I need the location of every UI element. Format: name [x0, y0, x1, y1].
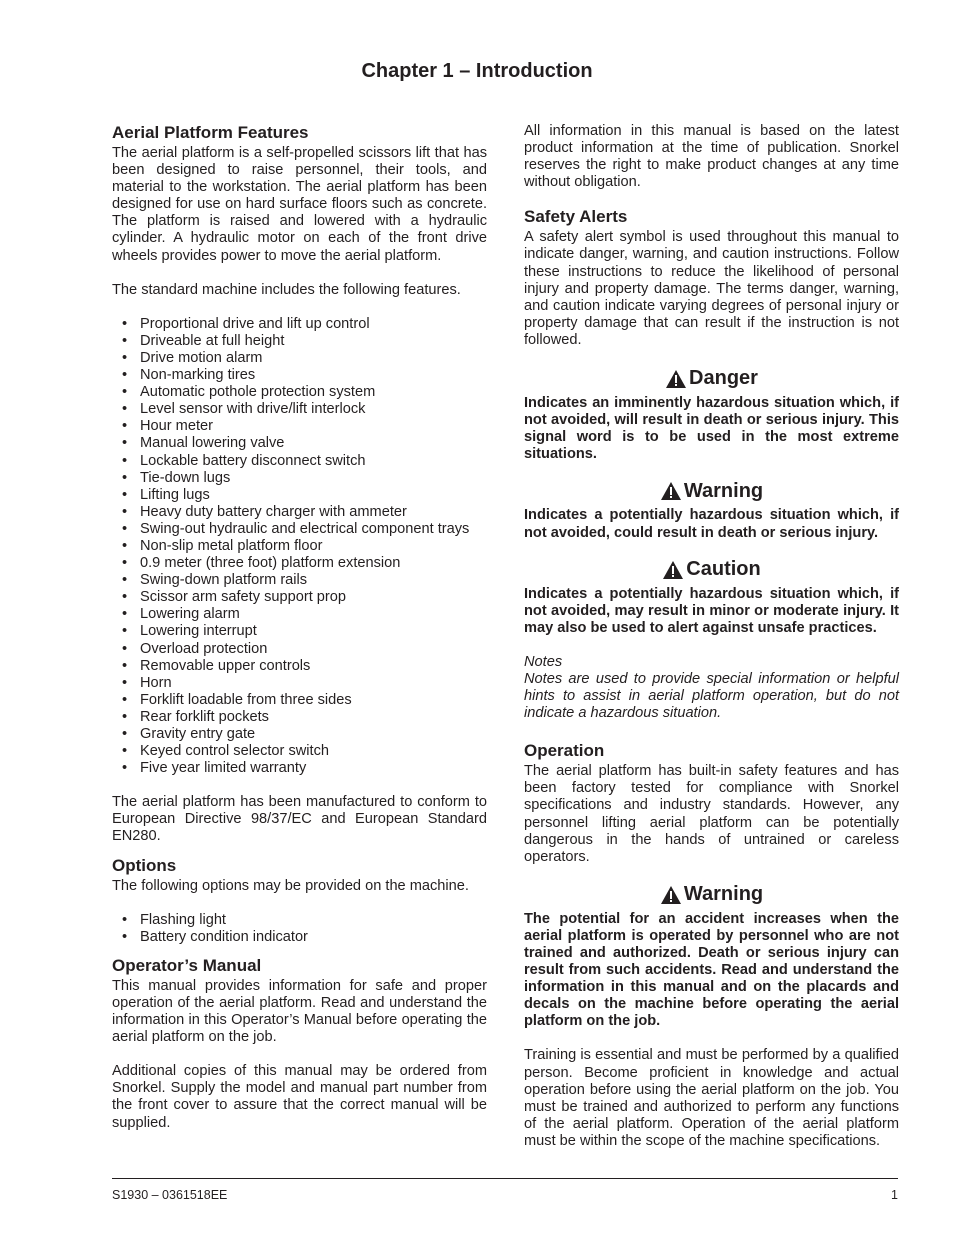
bullet-icon: • — [122, 674, 128, 691]
list-item — [122, 743, 487, 760]
list-item-text: Forklift loadable from three sides — [140, 691, 352, 708]
list-item-text: Non-slip metal platform floor — [140, 537, 323, 554]
bullet-icon: • — [122, 503, 128, 520]
list-item-text: Level sensor with drive/lift interlock — [140, 401, 366, 418]
right-column — [524, 123, 899, 1150]
list-item-text: Drive motion alarm — [140, 349, 263, 366]
list-item-text: Lowering alarm — [140, 606, 240, 623]
list-item — [122, 760, 487, 777]
features-heading: Aerial Platform Features — [112, 123, 309, 142]
list-item-text: Lifting lugs — [140, 486, 210, 503]
list-item-text: 0.9 meter (three foot) platform extension — [140, 555, 401, 572]
list-item — [122, 435, 487, 452]
footer-page-number: 1 — [891, 1188, 898, 1202]
danger-text: Indicates an imminently hazardous situation which, if not avoided, will result in death or serious injury. This signal word is to be used in the most extreme situations. — [524, 395, 899, 463]
features-paragraph-3: The aerial platform has been manufactured to conform to European Directive 98/37/EC and European Standard EN280. — [112, 794, 487, 845]
bullet-icon: • — [122, 623, 128, 640]
bullet-icon: • — [122, 911, 128, 928]
list-item — [122, 726, 487, 743]
list-item-text: Manual lowering valve — [140, 435, 285, 452]
bullet-icon: • — [122, 555, 128, 572]
list-item-text: Driveable at full height — [140, 332, 285, 349]
training-paragraph: Training is essential and must be performed by a qualified person. Become proficient in knowledge and actual operation before using the aerial platform on the job. You must be trained and authorized to perform any functions of the aerial platform. Operation of the aerial platform must be within the scope of the machine specifications. — [524, 1047, 899, 1149]
list-item — [122, 555, 487, 572]
options-list — [112, 912, 487, 946]
bullet-icon: • — [122, 640, 128, 657]
left-column — [112, 123, 487, 1132]
list-item-text: Heavy duty battery charger with ammeter — [140, 503, 407, 520]
list-item — [122, 367, 487, 384]
bullet-icon: • — [122, 572, 128, 589]
bullet-icon: • — [122, 452, 128, 469]
bullet-icon: • — [122, 469, 128, 486]
list-item — [122, 453, 487, 470]
bullet-icon: • — [122, 760, 128, 777]
list-item — [122, 333, 487, 350]
bullet-icon: • — [122, 349, 128, 366]
list-item — [122, 929, 487, 946]
list-item — [122, 641, 487, 658]
warning-triangle-icon — [660, 481, 682, 501]
bullet-icon: • — [122, 401, 128, 418]
manual-heading: Operator’s Manual — [112, 955, 262, 975]
list-item — [122, 658, 487, 675]
list-item — [122, 589, 487, 606]
bullet-icon: • — [122, 367, 128, 384]
bullet-icon: • — [122, 928, 128, 945]
danger-heading — [524, 367, 899, 391]
chapter-title: Chapter 1 – Introduction — [361, 60, 593, 82]
list-item-text: Non-marking tires — [140, 367, 256, 384]
warning-triangle-icon — [665, 369, 687, 389]
operation-heading: Operation — [524, 741, 605, 761]
list-item-text: Automatic pothole protection system — [140, 384, 376, 401]
footer-rule — [112, 1178, 898, 1179]
list-item — [122, 675, 487, 692]
warning-triangle-icon — [660, 885, 682, 905]
safety-alerts-paragraph: A safety alert symbol is used throughout this manual to indicate danger, warning, and caution instructions. Follow these instructions to reduce the likelihood of personal injury and property damage. The terms danger, warning, and caution indicate varying degrees of personal injury or property damage that can result if the instruction is not followed. — [524, 229, 899, 348]
features-paragraph-2: The standard machine includes the following features. — [112, 281, 461, 298]
bullet-icon: • — [122, 657, 128, 674]
list-item — [122, 470, 487, 487]
warning-2-heading — [524, 883, 899, 907]
list-item-text: Gravity entry gate — [140, 726, 256, 742]
list-item-text: Swing-out hydraulic and electrical component trays — [140, 520, 470, 537]
list-item-text: Battery condition indicator — [140, 928, 308, 945]
list-item — [122, 521, 487, 538]
bullet-icon: • — [122, 743, 128, 760]
list-item-text: Removable upper controls — [140, 657, 311, 674]
list-item — [122, 572, 487, 589]
list-item-text: Rear forklift pockets — [140, 708, 269, 725]
options-heading: Options — [112, 855, 177, 875]
bullet-icon: • — [122, 606, 128, 623]
bullet-icon: • — [122, 418, 128, 435]
warning-text: Indicates a potentially hazardous situation which, if not avoided, could result in death or serious injury. — [524, 507, 899, 541]
caution-heading — [524, 558, 899, 582]
list-item — [122, 350, 487, 367]
danger-label: Danger — [689, 367, 758, 390]
notes-label: Notes — [524, 653, 563, 670]
list-item-text: Keyed control selector switch — [140, 743, 329, 760]
list-item — [122, 316, 487, 333]
safety-alerts-heading: Safety Alerts — [524, 207, 628, 227]
list-item — [122, 709, 487, 726]
list-item-text: Proportional drive and lift up control — [140, 315, 370, 332]
list-item — [122, 504, 487, 521]
footer-doc-id: S1930 – 0361518EE — [112, 1188, 228, 1202]
list-item — [122, 606, 487, 623]
bullet-icon: • — [122, 435, 128, 452]
warning-2-text: The potential for an accident increases when the aerial platform is operated by personnel who are not trained and authorized. Death or serious injury can result from such accidents. Read and understand the information in this manual and on the placards and decals on the machine before operating the aerial platform on the job. — [524, 910, 899, 1030]
list-item — [122, 692, 487, 709]
manual-paragraph-2: Additional copies of this manual may be ordered from Snorkel. Supply the model and manual part number from the front cover to assure that the correct manual will be supplied. — [112, 1063, 487, 1131]
list-item — [122, 912, 487, 929]
bullet-icon: • — [122, 520, 128, 537]
manual-paragraph-1: This manual provides information for safe and proper operation of the aerial platform. Read and understand the information in this Operator’s Manual before operating the aerial platform on the job. — [112, 977, 487, 1046]
warning-2-label: Warning — [683, 883, 764, 906]
features-list — [112, 316, 487, 778]
bullet-icon: • — [122, 384, 128, 401]
list-item-text: Hour meter — [140, 418, 213, 435]
list-item — [122, 623, 487, 640]
list-item — [122, 418, 487, 435]
bullet-icon: • — [122, 708, 128, 725]
caution-text: Indicates a potentially hazardous situation which, if not avoided, may result in minor or moderate injury. It may also be used to alert against unsafe practices. — [524, 585, 899, 636]
list-item-text: Horn — [140, 674, 172, 691]
intro-paragraph: All information in this manual is based on the latest product information at the time of publication. Snorkel reserves the right to make product changes at any time without obligation. — [524, 123, 899, 191]
list-item-text: Scissor arm safety support prop — [140, 589, 347, 606]
bullet-icon: • — [122, 537, 128, 554]
list-item-text: Lockable battery disconnect switch — [140, 452, 366, 469]
warning-triangle-icon — [662, 560, 684, 580]
bullet-icon: • — [122, 726, 128, 742]
list-item-text: Five year limited warranty — [140, 760, 307, 777]
list-item — [122, 538, 487, 555]
list-item — [122, 487, 487, 504]
options-paragraph: The following options may be provided on the machine. — [112, 877, 469, 894]
operation-paragraph: The aerial platform has built-in safety features and has been factory tested for compliance with Snorkel specifications and industry standards. However, any personnel lifting aerial platform can be potentially dangerous in the hands of untrained or careless operators. — [524, 763, 899, 865]
list-item-text: Overload protection — [140, 640, 268, 657]
list-item — [122, 384, 487, 401]
warning-label: Warning — [683, 479, 764, 502]
bullet-icon: • — [122, 691, 128, 708]
list-item-text: Tie-down lugs — [140, 469, 231, 486]
caution-label: Caution — [686, 558, 761, 581]
bullet-icon: • — [122, 486, 128, 503]
list-item — [122, 401, 487, 418]
bullet-icon: • — [122, 332, 128, 349]
list-item-text: Flashing light — [140, 911, 226, 928]
notes-text: Notes are used to provide special information or helpful hints to assist in aerial platform operation, but do not indicate a hazardous situation. — [524, 670, 899, 722]
bullet-icon: • — [122, 589, 128, 606]
features-paragraph-1: The aerial platform is a self-propelled scissors lift that has been designed to raise personnel, their tools, and material to the workstation. The aerial platform has been designed for use on hard surface floors such as concrete. The platform is raised and lowered with a hydraulic cylinder. A hydraulic motor on each of the front drive wheels provides power to move the aerial platform. — [112, 145, 487, 264]
list-item-text: Swing-down platform rails — [140, 572, 308, 589]
list-item-text: Lowering interrupt — [140, 623, 257, 640]
warning-heading — [524, 479, 899, 503]
bullet-icon: • — [122, 315, 128, 332]
